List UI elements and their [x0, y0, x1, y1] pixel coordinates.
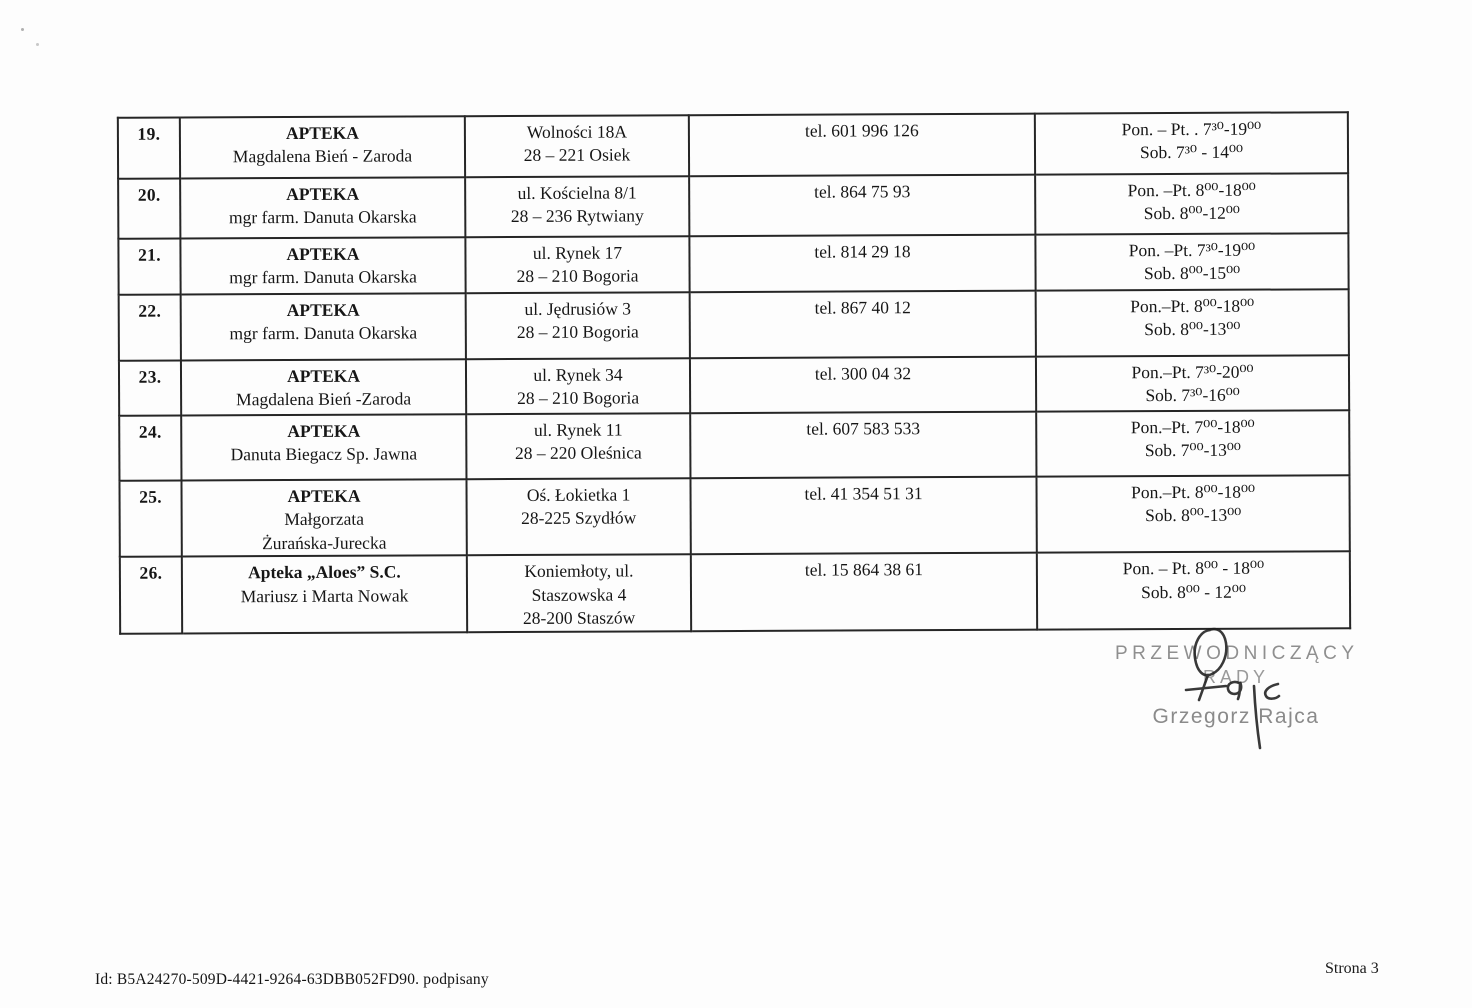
- address-cell: Wolności 18A 28 – 221 Osiek: [465, 115, 689, 177]
- phone-cell: tel. 814 29 18: [689, 235, 1035, 293]
- pharmacy-name-cell: [181, 479, 466, 557]
- row-number-cell: 19.: [118, 118, 180, 179]
- pharmacy-owner: mgr farm. Danuta Okarska: [228, 206, 417, 228]
- document-id: Id: B5A24270-509D-4421-9264-63DBB052FD90. podpisany: [95, 971, 489, 988]
- hours-cell: Pon.–Pt. 8⁰⁰-18⁰⁰ Sob. 8⁰⁰-13⁰⁰: [1036, 289, 1349, 356]
- pharmacy-name-cell: [180, 237, 465, 294]
- address-cell: ul. Rynek 11 28 – 220 Oleśnica: [466, 413, 690, 479]
- hours-cell: Pon. –Pt. 7³⁰-19⁰⁰ Sob. 8⁰⁰-15⁰⁰: [1035, 233, 1348, 290]
- phone-cell: tel. 601 996 126: [689, 114, 1035, 177]
- phone-cell: tel. 15 864 38 61: [691, 553, 1037, 631]
- address-cell: ul. Jędrusiów 3 28 – 210 Bogoria: [466, 292, 690, 359]
- stamp-title-line: PRZEWODNICZĄCY: [1115, 643, 1359, 664]
- pharmacy-name-cell: [180, 116, 465, 178]
- phone-cell: tel. 864 75 93: [689, 175, 1035, 237]
- pharmacy-name-cell: [181, 293, 466, 360]
- hours-cell: Pon. – Pt. . 7³⁰-19⁰⁰ Sob. 7³⁰ - 14⁰⁰: [1035, 112, 1348, 174]
- phone-cell: tel. 41 354 51 31: [690, 477, 1036, 555]
- pharmacy-title: Apteka „Aloes” S.C.: [248, 561, 401, 583]
- pharmacy-owner: Magdalena Bień - Zaroda: [232, 145, 413, 167]
- address-cell: ul. Rynek 17 28 – 210 Bogoria: [465, 236, 689, 293]
- address-cell: Koniemłoty, ul. Staszowska 4 28-200 Staszów: [467, 555, 691, 632]
- row-number-cell: 26.: [120, 557, 182, 634]
- pharmacy-owner: Mariusz i Marta Nowak: [240, 585, 409, 606]
- pharmacy-name-cell: [181, 359, 466, 415]
- table-row: [118, 112, 1348, 179]
- chairman-name: Grzegorz Rajca: [1152, 705, 1320, 728]
- hours-cell: Pon. –Pt. 8⁰⁰-18⁰⁰ Sob. 8⁰⁰-12⁰⁰: [1035, 173, 1348, 234]
- pharmacy-name-cell: [182, 556, 467, 634]
- hours-cell: Pon. – Pt. 8⁰⁰ - 18⁰⁰ Sob. 8⁰⁰ - 12⁰⁰: [1037, 552, 1350, 630]
- pharmacy-title: APTEKA: [287, 420, 361, 442]
- address-cell: ul. Rynek 34 28 – 210 Bogoria: [466, 358, 690, 414]
- pharmacies-table: [117, 111, 1351, 634]
- row-number-cell: 22.: [119, 295, 181, 361]
- table-row: [120, 552, 1350, 634]
- row-number-cell: 20.: [118, 179, 180, 239]
- pharmacy-owner: mgr farm. Danuta Okarska: [229, 266, 417, 288]
- pharmacy-name-cell: [181, 414, 466, 480]
- pharmacy-title: APTEKA: [287, 485, 361, 507]
- stamp-rady-line: RADY: [1202, 667, 1269, 687]
- phone-cell: tel. 867 40 12: [690, 291, 1036, 359]
- pharmacy-owner: Magdalena Bień -Zaroda: [236, 388, 412, 410]
- pharmacy-owner: Małgorzata Żurańska-Jurecka: [262, 509, 387, 554]
- page-number: Strona 3: [1325, 960, 1379, 977]
- hours-cell: Pon.–Pt. 8⁰⁰-18⁰⁰ Sob. 8⁰⁰-13⁰⁰: [1036, 475, 1349, 553]
- pharmacy-owner: mgr farm. Danuta Okarska: [229, 322, 418, 344]
- address-cell: Oś. Łokietka 1 28-225 Szydłów: [466, 478, 690, 555]
- chairman-stamp: [1115, 643, 1357, 729]
- row-number-cell: 23.: [119, 361, 181, 416]
- phone-cell: tel. 300 04 32: [690, 357, 1036, 414]
- phone-cell: tel. 607 583 533: [690, 412, 1036, 479]
- pharmacy-title: APTEKA: [286, 183, 360, 205]
- pharmacy-title: APTEKA: [286, 299, 360, 321]
- table-row: [118, 233, 1348, 295]
- scan-speck: [21, 28, 24, 31]
- row-number-cell: 24.: [119, 416, 181, 481]
- pharmacy-name-cell: [180, 177, 465, 238]
- scan-speck: [36, 43, 39, 46]
- hours-cell: Pon.–Pt. 7⁰⁰-18⁰⁰ Sob. 7⁰⁰-13⁰⁰: [1036, 410, 1349, 476]
- pharmacy-title: APTEKA: [286, 365, 361, 387]
- table-row: [119, 355, 1349, 416]
- address-cell: ul. Kościelna 8/1 28 – 236 Rytwiany: [465, 176, 689, 237]
- table-row: [119, 475, 1349, 557]
- pharmacy-title: APTEKA: [285, 122, 359, 144]
- row-number-cell: 21.: [118, 239, 180, 295]
- row-number-cell: 25.: [119, 481, 181, 558]
- pharmacy-title: APTEKA: [286, 243, 360, 265]
- table-row: [119, 410, 1349, 481]
- pharmacy-owner: Danuta Biegacz Sp. Jawna: [230, 443, 418, 465]
- table-row: [119, 289, 1349, 361]
- hours-cell: Pon.–Pt. 7³⁰-20⁰⁰ Sob. 7³⁰-16⁰⁰: [1036, 355, 1349, 411]
- table-row: [118, 173, 1348, 239]
